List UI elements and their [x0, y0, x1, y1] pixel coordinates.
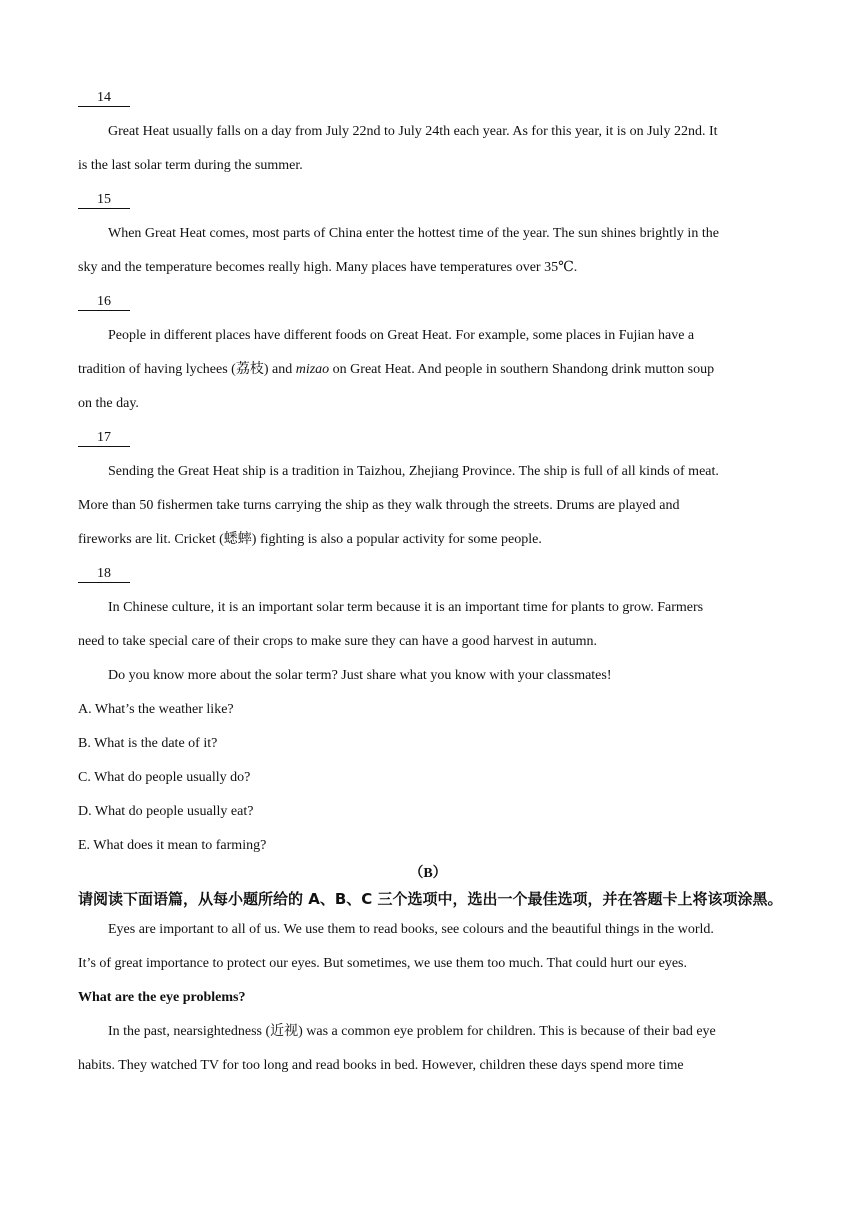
- option-e: E. What does it mean to farming?: [78, 838, 267, 853]
- text-run: on Great Heat. And people in southern Shandong drink mutton soup: [329, 362, 715, 377]
- answer-blank-14[interactable]: [78, 90, 130, 107]
- paragraph-16-line-3: on the day.: [78, 396, 139, 411]
- blank-number: 17: [97, 430, 111, 445]
- answer-blank-16[interactable]: [78, 294, 130, 311]
- option-a: A. What’s the weather like?: [78, 702, 234, 717]
- passage-b-paragraph-1-line-2: It’s of great importance to protect our eyes. But sometimes, we use them too much. That could hurt our eyes.: [78, 956, 687, 971]
- option-c: C. What do people usually do?: [78, 770, 251, 785]
- question-16-blank-line: [78, 290, 778, 324]
- question-17-blank-line: [78, 426, 778, 460]
- passage-b-paragraph-1-line-1: Eyes are important to all of us. We use them to read books, see colours and the beautiful things in the world.: [108, 922, 714, 937]
- paragraph-14-line-2: is the last solar term during the summer.: [78, 158, 303, 173]
- blank-number: 16: [97, 294, 111, 309]
- paragraph-16-line-2: [78, 358, 778, 392]
- paragraph-17-line-1: Sending the Great Heat ship is a tradition in Taizhou, Zhejiang Province. The ship is full of all kinds of meat.: [108, 464, 719, 479]
- option-b: B. What is the date of it?: [78, 736, 218, 751]
- passage-b-paragraph-2-line-1: In the past, nearsightedness (近视) was a common eye problem for children. This is because of their bad eye: [108, 1024, 716, 1039]
- paragraph-15-line-2: sky and the temperature becomes really high. Many places have temperatures over 35℃.: [78, 260, 578, 275]
- blank-number: 18: [97, 566, 111, 581]
- paragraph-18-line-2: need to take special care of their crops to make sure they can have a good harvest in autumn.: [78, 634, 597, 649]
- question-18-blank-line: [78, 562, 778, 596]
- text-run: tradition of having lychees (荔枝) and: [78, 362, 296, 377]
- closing-question-line: Do you know more about the solar term? Just share what you know with your classmates!: [108, 668, 612, 683]
- section-b-title: （B）: [409, 866, 447, 881]
- answer-blank-15[interactable]: [78, 192, 130, 209]
- answer-blank-17[interactable]: [78, 430, 130, 447]
- paragraph-17-line-2: More than 50 fishermen take turns carrying the ship as they walk through the streets. Drums are played and: [78, 498, 680, 513]
- paragraph-17-line-3: fireworks are lit. Cricket (蟋蟀) fighting is also a popular activity for some people.: [78, 532, 542, 547]
- option-d: D. What do people usually eat?: [78, 804, 254, 819]
- paragraph-15-line-1: When Great Heat comes, most parts of China enter the hottest time of the year. The sun shines brightly in the: [108, 226, 719, 241]
- paragraph-16-line-1: People in different places have different foods on Great Heat. For example, some places in Fujian have a: [108, 328, 695, 343]
- blank-number: 15: [97, 192, 111, 207]
- passage-b-paragraph-2-line-2: habits. They watched TV for too long and read books in bed. However, children these days spend more time: [78, 1058, 684, 1073]
- passage-b-heading: What are the eye problems?: [78, 990, 246, 1005]
- section-b-instruction: 请阅读下面语篇，从每小题所给的 A、B、C 三个选项中，选出一个最佳选项，并在答题卡上将该项涂黑。: [78, 890, 783, 908]
- answer-blank-18[interactable]: [78, 566, 130, 583]
- blank-number: 14: [97, 90, 111, 105]
- italic-term-mizao: mizao: [295, 362, 330, 377]
- document-page: [78, 86, 783, 1088]
- paragraph-14-line-1: Great Heat usually falls on a day from July 22nd to July 24th each year. As for this year, it is on July 22nd. It: [108, 124, 718, 139]
- question-15-blank-line: [78, 188, 778, 222]
- question-14-blank-line: [78, 86, 778, 120]
- paragraph-18-line-1: In Chinese culture, it is an important solar term because it is an important time for plants to grow. Farmers: [108, 600, 704, 615]
